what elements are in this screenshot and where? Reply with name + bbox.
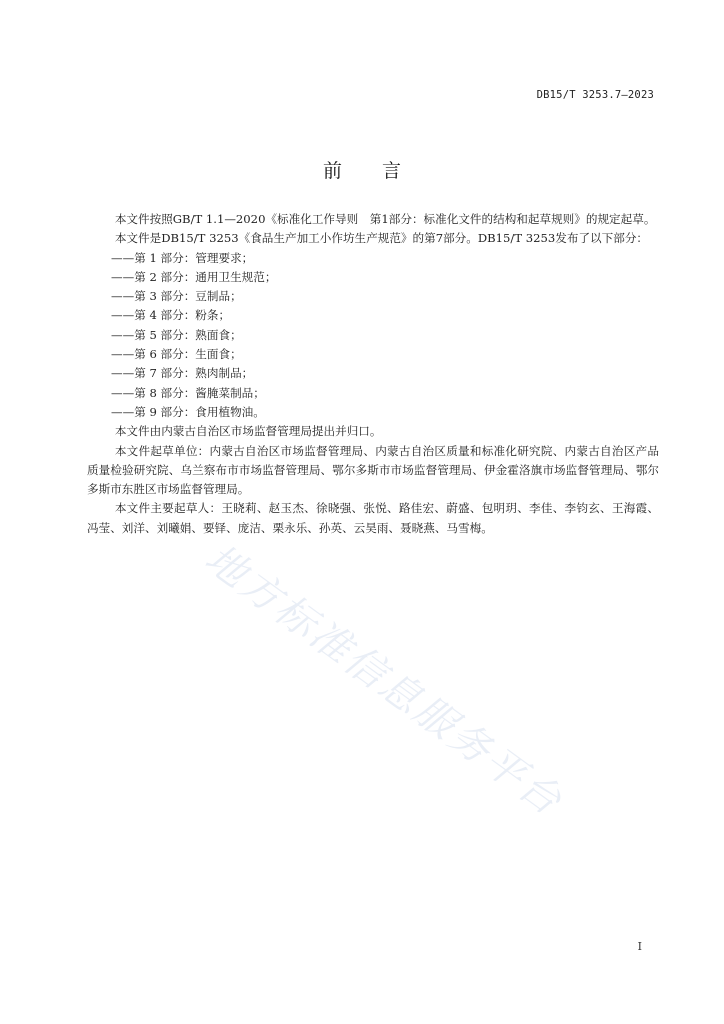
list-item: ——第 4 部分：粉条； <box>111 308 231 323</box>
paragraph-proposer: 本文件由内蒙古自治区市场监督管理局提出并归口。 <box>114 424 382 439</box>
parts-list <box>87 249 659 423</box>
page-title: 前言 <box>322 160 441 182</box>
list-item: ——第 1 部分：管理要求； <box>111 250 254 265</box>
paragraph-drafters: 本文件主要起草人：王晓莉、赵玉杰、徐晓强、张悦、路佳宏、蔚盛、包明玥、李佳、李钧玄、王海霞、冯莹、刘洋、刘曦娟、要铎、庞洁、栗永乐、孙英、云昊雨、聂晓燕、马雪梅。 <box>87 501 659 535</box>
paragraph-drafting-rules: 本文件按照GB/T 1.1—2020《标准化工作导则 第1部分：标准化文件的结构和起草规则》的规定起草。 <box>114 212 656 226</box>
document-code: DB15/T 3253.7—2023 <box>536 89 654 101</box>
list-item: ——第 8 部分：酱腌菜制品； <box>111 385 265 400</box>
list-item: ——第 2 部分：通用卫生规范； <box>111 269 277 284</box>
document-body <box>87 210 659 538</box>
list-item: ——第 5 部分：熟面食； <box>111 327 242 342</box>
list-item: ——第 3 部分：豆制品； <box>111 289 242 304</box>
page-number: I <box>637 940 642 953</box>
list-item: ——第 9 部分：食用植物油。 <box>111 404 265 419</box>
list-item: ——第 7 部分：熟肉制品； <box>111 366 254 381</box>
watermark: 地方标准信息服务平台 <box>196 535 572 826</box>
list-item: ——第 6 部分：生面食； <box>111 347 242 362</box>
paragraph-drafting-units: 本文件起草单位：内蒙古自治区市场监督管理局、内蒙古自治区质量和标准化研究院、内蒙古自治区产品质量检验研究院、乌兰察布市市场监督管理局、鄂尔多斯市市场监督管理局、伊金霍洛旗市场监督管理局、鄂尔多斯市东胜区市场监督管理局。 <box>87 443 659 497</box>
paragraph-series-intro: 本文件是DB15/T 3253《食品生产加工小作坊生产规范》的第7部分。DB15/T 3253发布了以下部分： <box>114 231 649 246</box>
